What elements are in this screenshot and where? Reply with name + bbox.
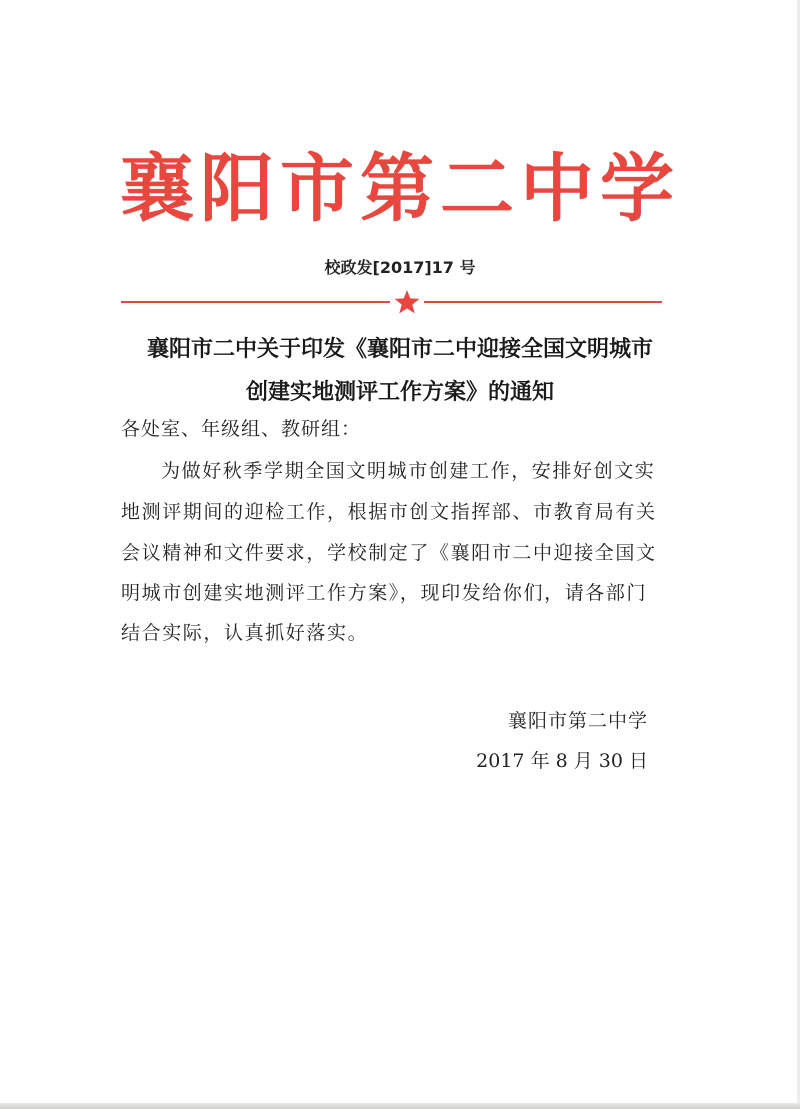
body-paragraph-line: 为做好秋季学期全国文明城市创建工作，安排好创文实 (161, 460, 656, 482)
scan-edge-bottom (0, 1103, 800, 1109)
red-star-icon (393, 288, 421, 316)
body-paragraph-line: 明城市创建实地测评工作方案》，现印发给你们，请各部门 (121, 582, 648, 604)
body-paragraph-line: 会议精神和文件要求，学校制定了《襄阳市二中迎接全国文 (121, 542, 657, 564)
masthead-title: 襄阳市第二中学 (120, 146, 680, 232)
notice-title-line-1: 襄阳市二中关于印发《襄阳市二中迎接全国文明城市 (146, 337, 653, 362)
red-divider-right (424, 301, 662, 303)
signing-date: 2017 年 8 月 30 日 (476, 750, 648, 772)
notice-title-line-2: 创建实地测评工作方案》的通知 (245, 380, 554, 405)
body-paragraph-line: 地测评期间的迎检工作，根据市创文指挥部、市教育局有关 (121, 501, 657, 523)
red-divider-left (121, 301, 390, 303)
signer-name: 襄阳市第二中学 (507, 710, 648, 732)
body-paragraph-line: 结合实际，认真抓好落实。 (121, 622, 369, 644)
salutation: 各处室、年级组、教研组： (121, 418, 362, 440)
document-number: 校政发[2017]17 号 (324, 258, 476, 277)
